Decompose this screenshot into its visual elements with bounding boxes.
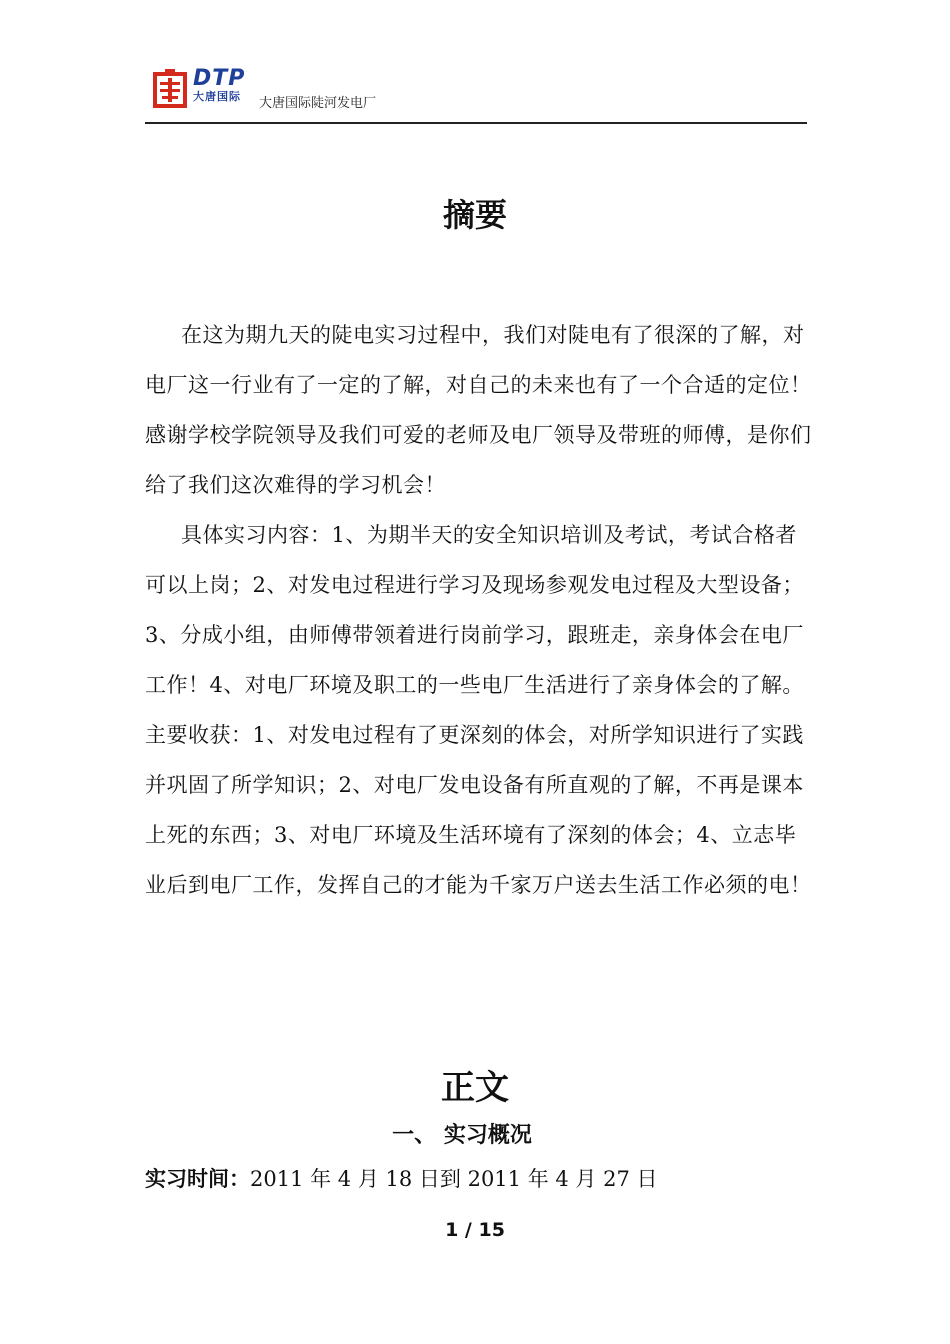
company-name: 大唐国际陡河发电厂 <box>259 96 377 111</box>
section-title: 一、 实习概况 <box>392 1123 532 1148</box>
page-header <box>145 62 807 124</box>
header-divider <box>145 122 807 124</box>
logo-text: DTP <box>193 66 246 91</box>
body-title: 正文 <box>441 1068 509 1108</box>
tang-seal-icon <box>153 68 187 108</box>
abstract-paragraph-2: 具体实习内容：1、为期半天的安全知识培训及考试，考试合格者可以上岗；2、对发电过程进行学习及现场参观发电过程及大型设备；3、分成小组，由师傅带领着进行岗前学习，跟班走，亲身体会在电厂工作！4、对电厂环境及职工的一些电厂生活进行了亲身体会的了解。主要收获：1、对发电过程有了更深刻的体会，对所学知识进行了实践并巩固了所学知识；2、对电厂发电设备有所直观的了解，不再是课本上死的东西；3、对电厂环境及生活环境有了深刻的体会；4、立志毕业后到电厂工作，发挥自己的才能为千家万户送去生活工作必须的电！ <box>145 523 812 897</box>
abstract-title: 摘要 <box>442 196 507 234</box>
abstract-paragraph-1: 在这为期九天的陡电实习过程中，我们对陡电有了很深的了解，对电厂这一行业有了一定的了解，对自己的未来也有了一个合适的定位！感谢学校学院领导及我们可爱的老师及电厂领导及带班的师傅，是你们给了我们这次难得的学习机会！ <box>145 323 812 497</box>
internship-time-label: 实习时间： <box>145 1167 250 1191</box>
logo-subtext: 大唐国际 <box>193 90 241 103</box>
page-number: 1 / 15 <box>445 1219 505 1241</box>
internship-time-value: 2011 年 4 月 18 日到 2011 年 4 月 27 日 <box>250 1167 658 1191</box>
internship-time <box>145 1163 657 1193</box>
